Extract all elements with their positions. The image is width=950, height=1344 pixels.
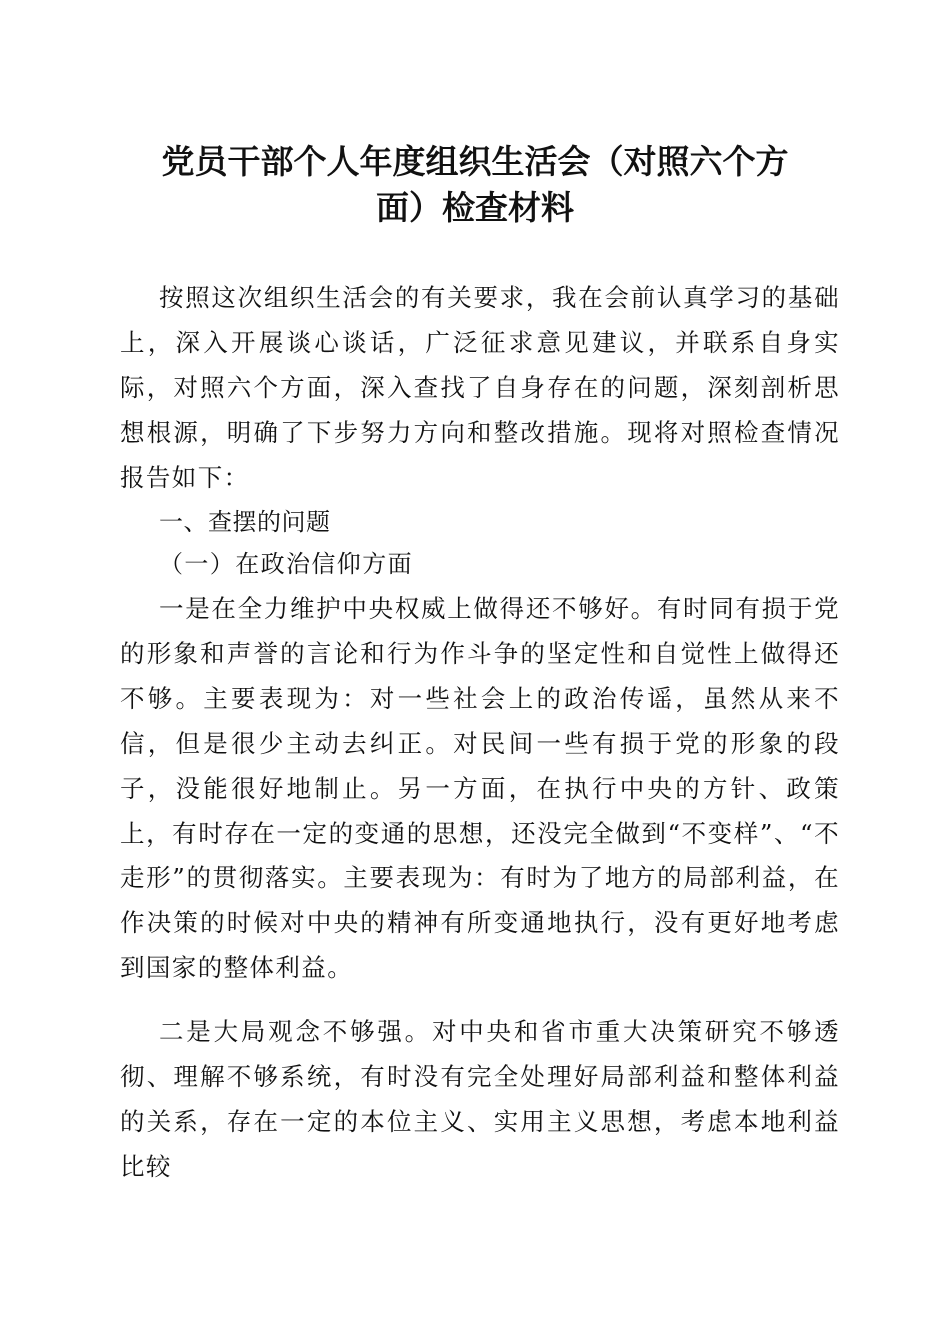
section-heading-problems: 一、查摆的问题 [159, 508, 331, 536]
document-title-line-2: 面）检查材料 [376, 188, 574, 227]
point-2-lead: 二是大局观念不够强。 [159, 1017, 432, 1046]
point-2-paragraph [120, 1010, 840, 1190]
point-1-lead: 一是在全力维护中央权威上做得还不够好。 [159, 594, 657, 623]
point-1-body: 有时同有损于党的形象和声誉的言论和行为作斗争的坚定性和自觉性上做得还不够。主要表现为：对一些社会上的政治传谣，虽然从来不信，但是很少主动去纠正。对民间一些有损于党的形象的段子，没能很好地制止。另一方面，在执行中央的方针、政策上，有时存在一定的变通的思想，还没完全做到“不变样”、“不走形”的贯彻落实。主要表现为：有时为了地方的局部利益，在作决策的时候对中央的精神有所变通地执行，没有更好地考虑到国家的整体利益。 [120, 594, 840, 983]
point-1-paragraph [120, 587, 840, 991]
subsection-heading-political-belief: （一）在政治信仰方面 [159, 550, 413, 578]
intro-paragraph: 按照这次组织生活会的有关要求，我在会前认真学习的基础上，深入开展谈心谈话，广泛征求意见建议，并联系自身实际，对照六个方面，深入查找了自身存在的问题，深刻剖析思想根源，明确了下步努力方向和整改措施。现将对照检查情况报告如下： [120, 283, 840, 492]
document-title-line-1: 党员干部个人年度组织生活会（对照六个方 [161, 142, 789, 181]
point-2-body: 对中央和省市重大决策研究不够透彻、理解不够系统，有时没有完全处理好局部利益和整体利益的关系，存在一定的本位主义、实用主义思想，考虑本地利益比较 [120, 1017, 841, 1181]
